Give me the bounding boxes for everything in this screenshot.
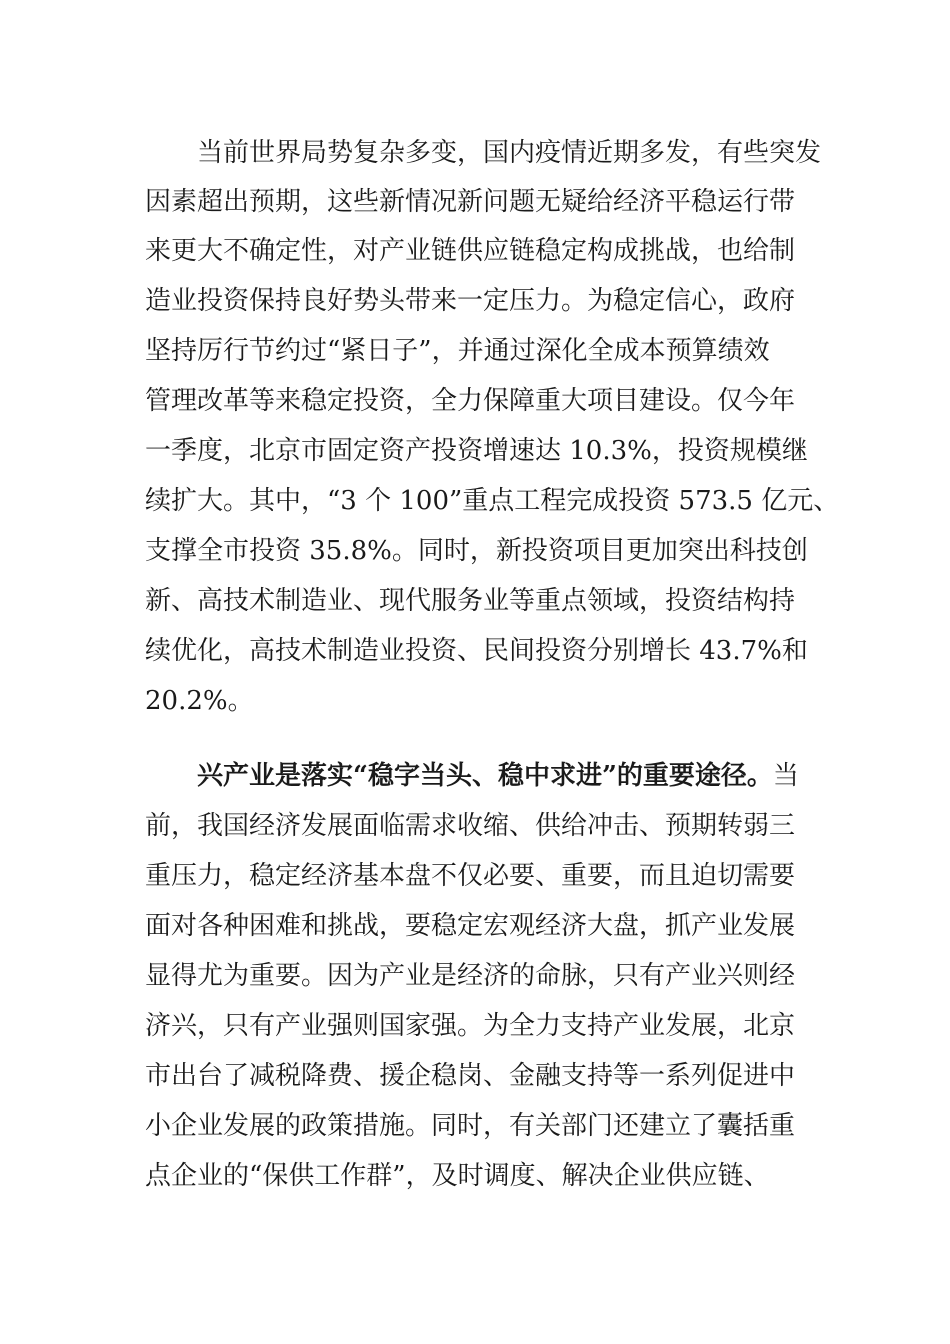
text-line: 20.2%。: [145, 686, 254, 716]
text-line: 显得尤为重要。因为产业是经济的命脉，只有产业兴则经: [145, 961, 796, 991]
text-line: 小企业发展的政策措施。同时，有关部门还建立了囊括重: [145, 1111, 796, 1141]
paragraph-heading: 兴产业是落实“稳字当头、稳中求进”的重要途径。: [145, 761, 773, 791]
text-line: 一季度，北京市固定资产投资增速达 10.3%，投资规模继: [145, 436, 808, 466]
text-line: 续扩大。其中，“3 个 100”重点工程完成投资 573.5 亿元、: [145, 486, 840, 516]
text-line: 支撑全市投资 35.8%。同时，新投资项目更加突出科技创: [145, 536, 808, 566]
text-line: 管理改革等来稳定投资，全力保障重大项目建设。仅今年: [145, 386, 796, 416]
text-line: 市出台了减税降费、援企稳岗、金融支持等一系列促进中: [145, 1061, 796, 1091]
text-line: 济兴，只有产业强则国家强。为全力支持产业发展，北京: [145, 1011, 796, 1041]
text-line: 新、高技术制造业、现代服务业等重点领域，投资结构持: [145, 586, 796, 616]
text-line: 重压力，稳定经济基本盘不仅必要、重要，而且迫切需要: [145, 861, 796, 891]
text-line: 因素超出预期，这些新情况新问题无疑给经济平稳运行带: [145, 187, 796, 217]
text-line: 续优化，高技术制造业投资、民间投资分别增长 43.7%和: [145, 636, 808, 666]
text-line: 造业投资保持良好势头带来一定压力。为稳定信心，政府: [145, 286, 796, 316]
text-line: 前，我国经济发展面临需求收缩、供给冲击、预期转弱三: [145, 811, 796, 841]
heading-line-continuation: 当: [772, 761, 799, 791]
text-line: 面对各种困难和挑战，要稳定宏观经济大盘，抓产业发展: [145, 911, 796, 941]
text-line: 坚持厉行节约过“紧日子”，并通过深化全成本预算绩效: [145, 336, 770, 366]
text-line: 来更大不确定性，对产业链供应链稳定构成挑战，也给制: [145, 236, 796, 266]
text-line: 当前世界局势复杂多变，国内疫情近期多发，有些突发: [145, 138, 822, 168]
text-line: 点企业的“保供工作群”，及时调度、解决企业供应链、: [145, 1161, 770, 1191]
paragraph-heading-line: [145, 756, 799, 796]
